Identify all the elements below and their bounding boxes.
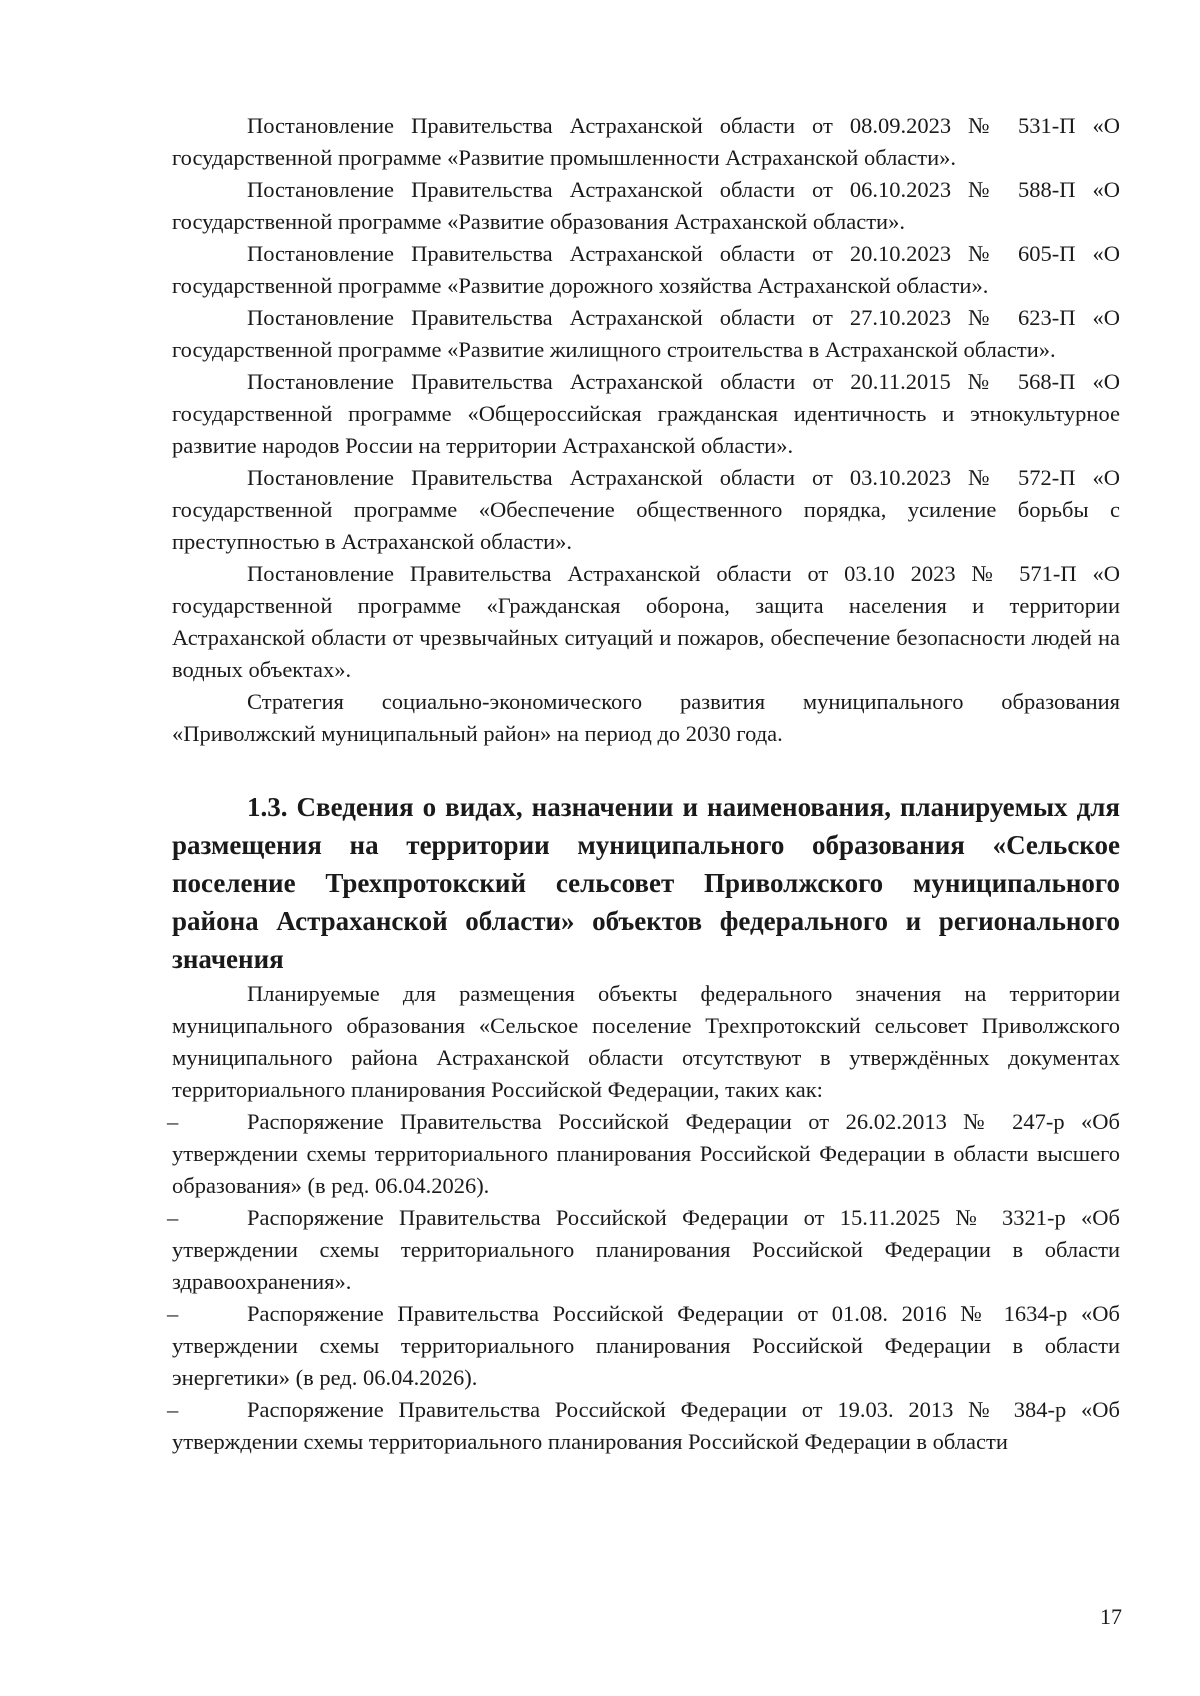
dash-bullet: –	[167, 1109, 179, 1134]
list-item	[167, 1298, 1120, 1394]
list-item-text: Распоряжение Правительства Российской Федерации от 19.03. 2013 № 384-р «Об утверждении схемы территориального планирования Российской Федерации в области	[172, 1397, 1120, 1454]
page-number: 17	[1100, 1604, 1122, 1629]
dash-bullet: –	[167, 1205, 179, 1230]
document-page	[167, 110, 1120, 1458]
paragraph-resolution-571: Постановление Правительства Астраханской области от 03.10 2023 № 571-П «О государственной программе «Гражданская оборона, защита населения и территории Астраханской области от чрезвычайных ситуаций и пожаров, обеспечение безопасности людей на водных объектах».	[172, 561, 1120, 682]
paragraph-resolution-531: Постановление Правительства Астраханской области от 08.09.2023 № 531-П «О государственной программе «Развитие промышленности Астраханской области».	[172, 113, 1120, 170]
paragraph-resolution-605: Постановление Правительства Астраханской области от 20.10.2023 № 605-П «О государственной программе «Развитие дорожного хозяйства Астраханской области».	[172, 241, 1120, 298]
paragraph-strategy-2030: Стратегия социально-экономического развития муниципального образования «Приволжский муниципальный район» на период до 2030 года.	[172, 689, 1120, 746]
paragraph-resolution-568: Постановление Правительства Астраханской области от 20.11.2015 № 568-П «О государственной программе «Общероссийская гражданская идентичность и этнокультурное развитие народов России на территории Астраханской области».	[172, 369, 1120, 458]
section-intro: Планируемые для размещения объекты федерального значения на территории муниципального образования «Сельское поселение Трехпротокский сельсовет Приволжского муниципального района Астраханской области отсутствуют в утверждённых документах территориального планирования Российской Федерации, таких как:	[172, 981, 1120, 1102]
dash-bullet: –	[167, 1397, 179, 1422]
list-item	[167, 1394, 1120, 1458]
list-item-text: Распоряжение Правительства Российской Федерации от 01.08. 2016 № 1634-р «Об утверждении схемы территориального планирования Российской Федерации в области энергетики» (в ред. 06.04.2026).	[172, 1301, 1120, 1390]
dash-bullet: –	[167, 1301, 179, 1326]
section-heading: 1.3. Сведения о видах, назначении и наименования, планируемых для размещения на территории муниципального образования «Сельское поселение Трехпротокский сельсовет Приволжского муниципального района Астраханской области» объектов федерального и регионального значения	[172, 792, 1120, 974]
paragraph-resolution-572: Постановление Правительства Астраханской области от 03.10.2023 № 572-П «О государственной программе «Обеспечение общественного порядка, усиление борьбы с преступностью в Астраханской области».	[172, 465, 1120, 554]
paragraph-resolution-588: Постановление Правительства Астраханской области от 06.10.2023 № 588-П «О государственной программе «Развитие образования Астраханской области».	[172, 177, 1120, 234]
list-item	[167, 1106, 1120, 1202]
paragraph-resolution-623: Постановление Правительства Астраханской области от 27.10.2023 № 623-П «О государственной программе «Развитие жилищного строительства в Астраханской области».	[172, 305, 1120, 362]
list-item-text: Распоряжение Правительства Российской Федерации от 26.02.2013 № 247-р «Об утверждении схемы территориального планирования Российской Федерации в области высшего образования» (в ред. 06.04.2026).	[172, 1109, 1120, 1198]
list-item	[167, 1202, 1120, 1298]
list-item-text: Распоряжение Правительства Российской Федерации от 15.11.2025 № 3321-р «Об утверждении схемы территориального планирования Российской Федерации в области здравоохранения».	[172, 1205, 1120, 1294]
